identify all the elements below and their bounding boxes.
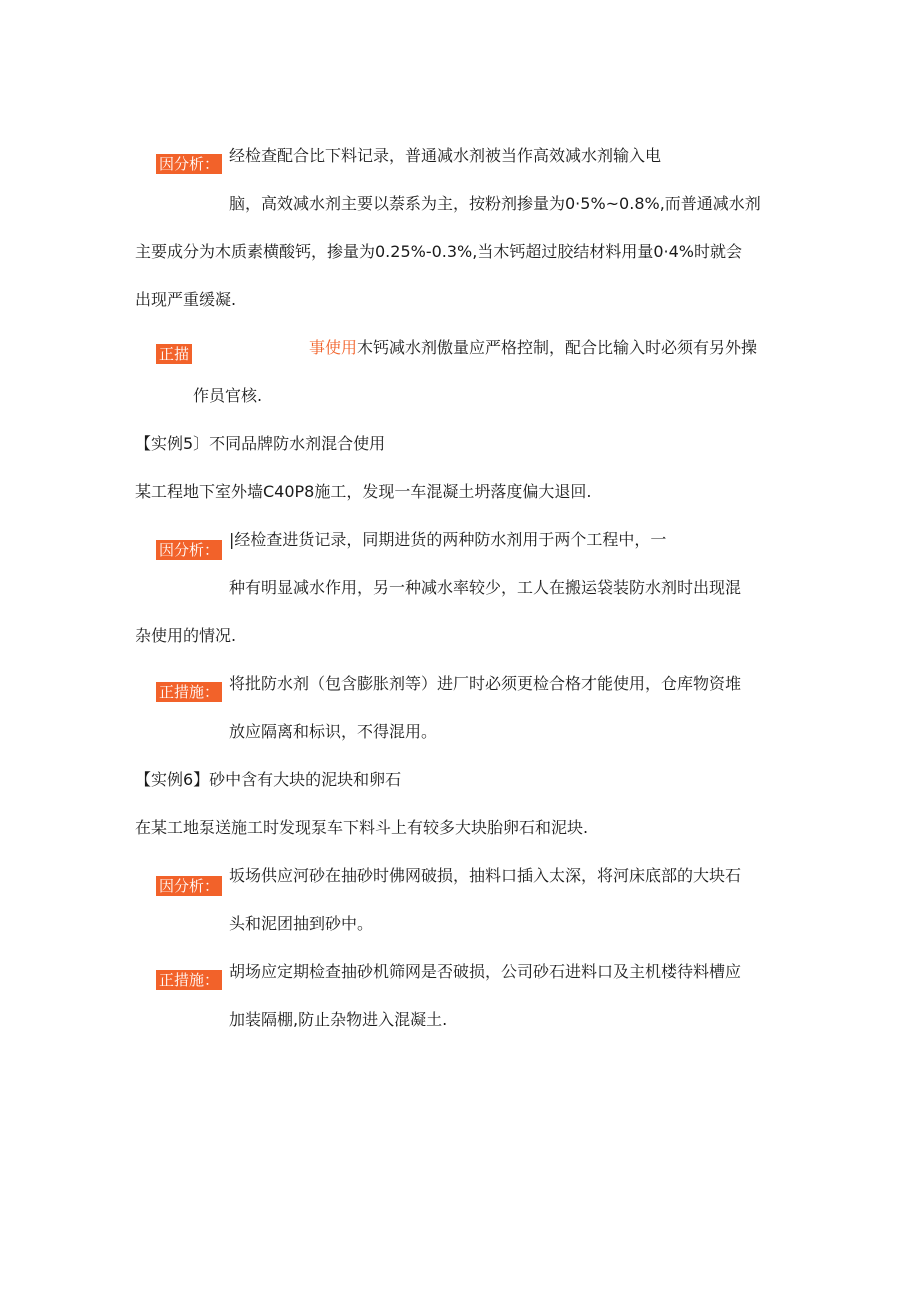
example-title: 【实例5〕不同品牌防水剂混合使用 [135, 434, 386, 453]
example-title: 【实例6】砂中含有大块的泥块和卵石 [135, 770, 402, 789]
paragraph-text: 木钙减水剂傲量应严格控制，配合比输入时必须有另外操 [357, 338, 758, 357]
example-description: 某工程地下室外墙C40P8施工，发现一车混凝土坍落度偏大退回. [135, 482, 592, 501]
paragraph-line: 种有明显减水作用，另一种减水率较少，工人在搬运袋装防水剂时出现混 [229, 578, 742, 597]
paragraph-line: 将批防水剂（包含膨胀剂等）进厂时必须更检合格才能使用，仓库物资堆 [229, 674, 742, 693]
paragraph-line: 胡场应定期检查抽砂机筛网是否破损，公司砂石进料口及主机楼待料槽应 [229, 962, 742, 981]
paragraph-line: 杂使用的情况. [135, 626, 237, 645]
cause-analysis-label: 因分析： [156, 876, 222, 896]
highlight-text: 事使用 [309, 338, 358, 357]
measure-label: 正描 [156, 344, 192, 364]
paragraph-line: 坂场供应河砂在抽砂时佛网破损，抽料口插入太深，将河床底部的大块石 [229, 866, 742, 885]
cause-analysis-label: 因分析： [156, 154, 222, 174]
example-description: 在某工地泵送施工时发现泵车下料斗上有较多大块胎卵石和泥块. [135, 818, 589, 837]
paragraph-line: 作员官核. [193, 386, 263, 405]
paragraph-line: 加装隔棚,防止杂物进入混凝土. [229, 1010, 448, 1029]
measure-label: 正措施： [156, 970, 222, 990]
measure-label: 正措施： [156, 682, 222, 702]
paragraph-line: 头和泥团抽到砂中。 [229, 914, 374, 933]
paragraph-line: 主要成分为木质素横酸钙，掺量为0.25%-0.3%,当木钙超过胶结材料用量0·4%时就会 [135, 242, 742, 261]
paragraph-line: 出现严重缓凝. [135, 290, 237, 309]
paragraph-line: 脑，高效减水剂主要以萘系为主，按粉剂掺量为0·5%~0.8%,而普通减水剂 [229, 194, 761, 213]
paragraph-line [309, 338, 757, 358]
paragraph-line: |经检查进货记录，同期进货的两种防水剂用于两个工程中，一 [229, 530, 667, 549]
paragraph-line: 放应隔离和标识，不得混用。 [229, 722, 438, 741]
cause-analysis-label: 因分析： [156, 540, 222, 560]
paragraph-line: 经检查配合比下料记录，普通减水剂被当作高效减水剂输入电 [229, 146, 662, 165]
